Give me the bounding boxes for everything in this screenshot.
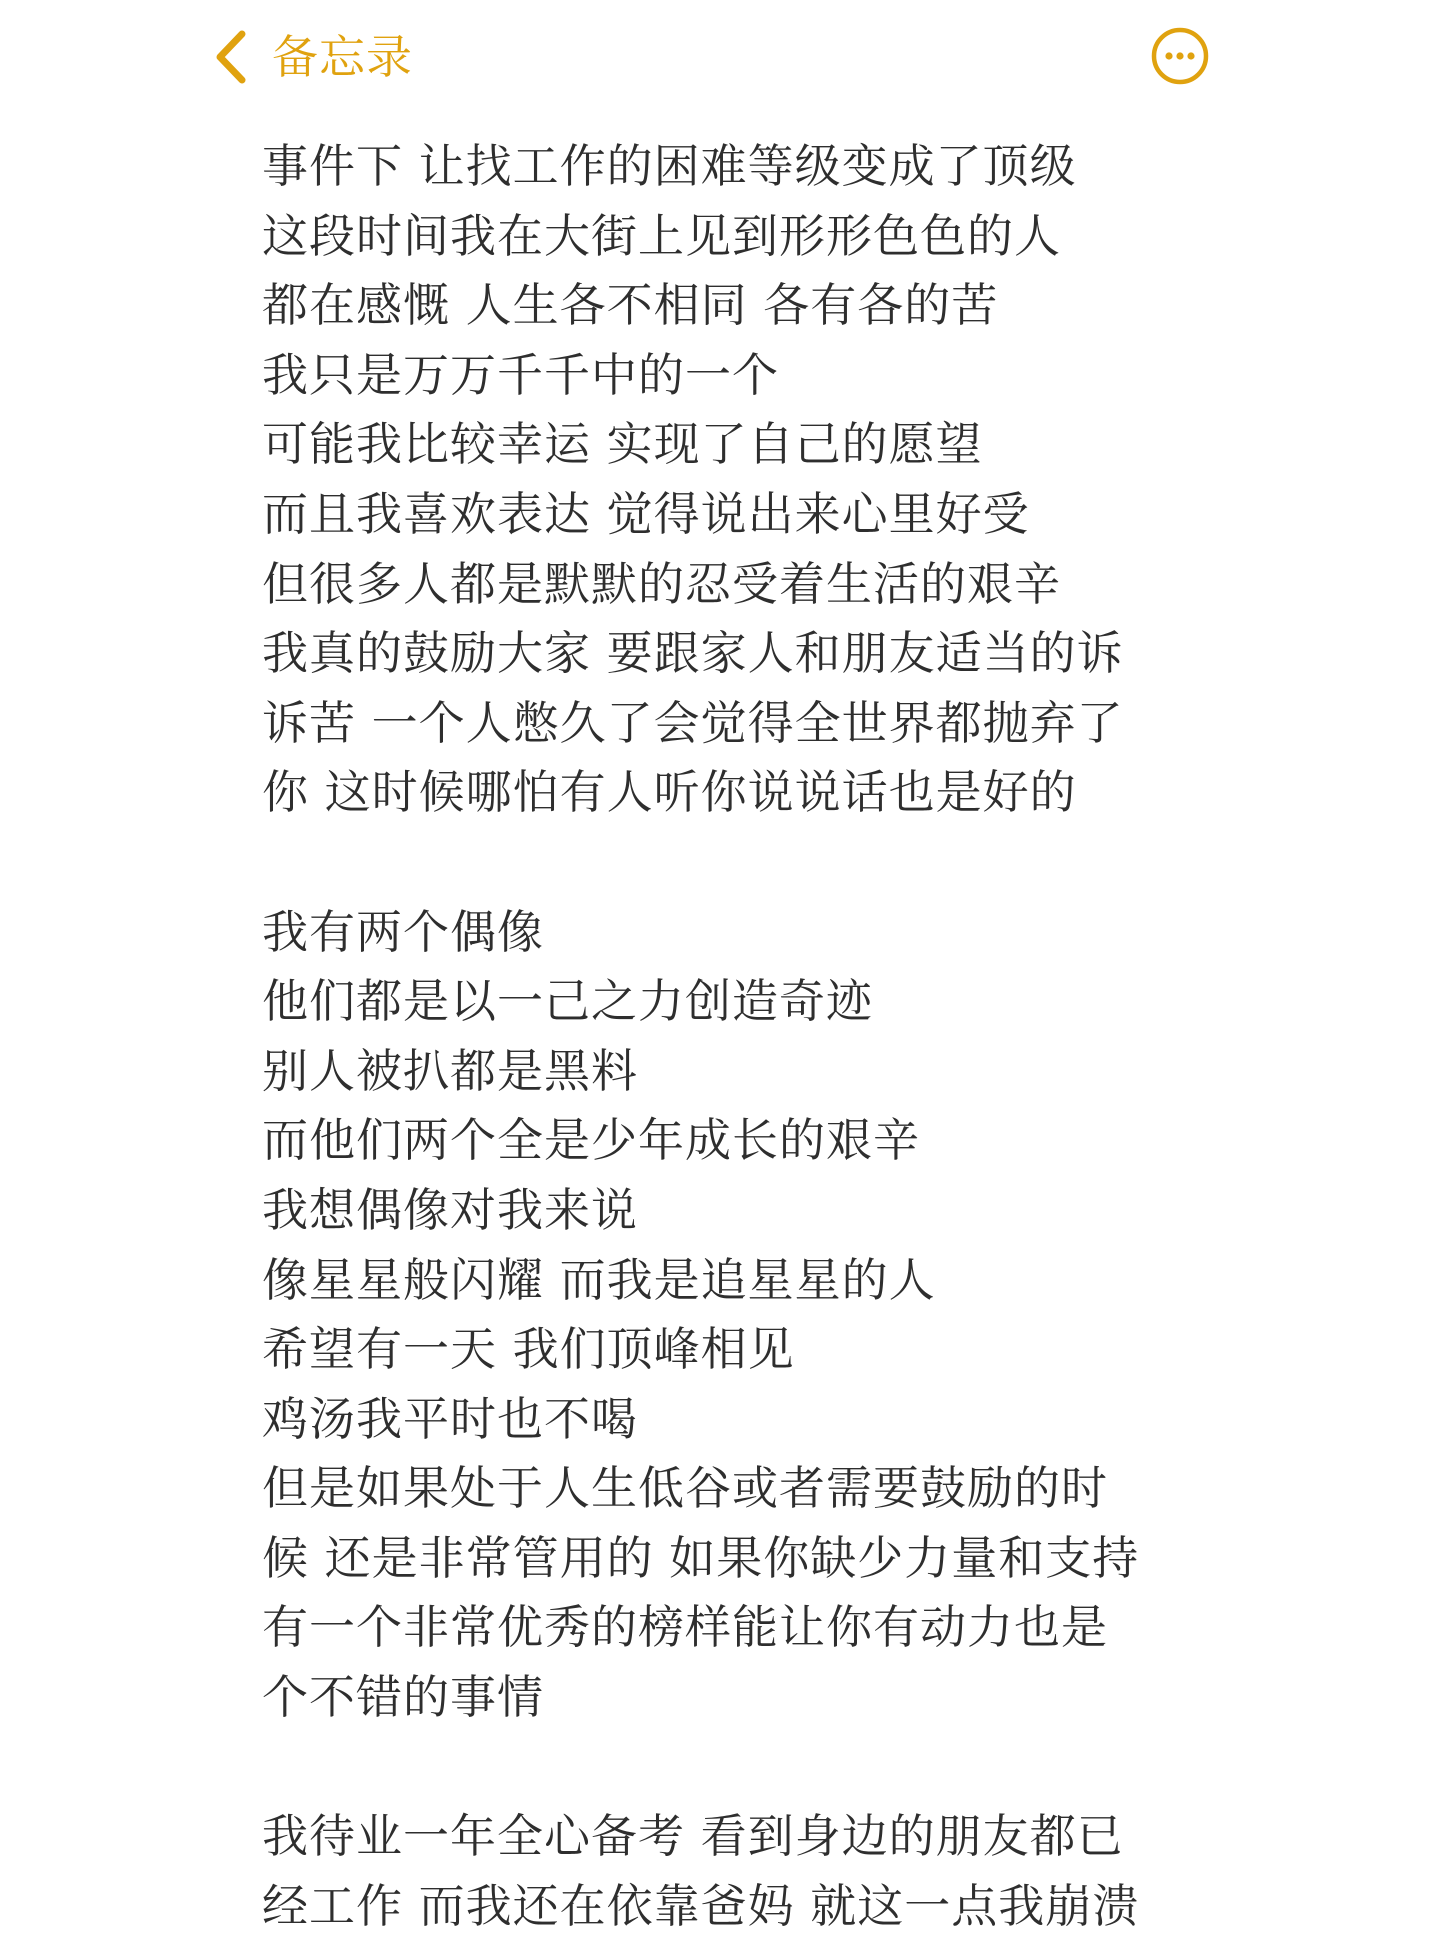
note-line: 我有两个偶像 (262, 904, 544, 959)
note-line: 我待业一年全心备考 看到身边的朋友都已 (262, 1809, 1124, 1864)
back-label: 备忘录 (272, 30, 413, 84)
note-body[interactable] (262, 132, 1262, 1941)
note-line: 有一个非常优秀的榜样能让你有动力也是 (262, 1600, 1108, 1655)
note-line: 事件下 让找工作的困难等级变成了顶级 (262, 139, 1077, 193)
note-line: 你 这时候哪怕有人听你说说话也是好的 (262, 765, 1077, 820)
note-line: 别人被扒都是黑料 (262, 1043, 638, 1098)
note-line: 候 还是非常管用的 如果你缺少力量和支持 (262, 1530, 1140, 1585)
ellipsis-circle-icon (1150, 26, 1210, 86)
note-line: 而且我喜欢表达 觉得说出来心里好受 (262, 486, 1030, 541)
blank-line (262, 1733, 1262, 1803)
back-button[interactable] (212, 22, 413, 92)
note-line: 鸡汤我平时也不喝 (262, 1391, 638, 1446)
note-line: 他们都是以一己之力创造奇迹 (262, 974, 873, 1029)
note-line: 诉苦 一个人憋久了会觉得全世界都抛弃了 (262, 695, 1124, 750)
note-line: 像星星般闪耀 而我是追星星的人 (262, 1252, 936, 1307)
chevron-left-icon (212, 28, 250, 86)
note-line: 我只是万万千千中的一个 (262, 347, 779, 402)
note-line: 经工作 而我还在依靠爸妈 就这一点我崩溃 (262, 1878, 1140, 1933)
note-line: 但很多人都是默默的忍受着生活的艰辛 (262, 556, 1061, 611)
navigation-bar (0, 0, 1440, 120)
note-line: 个不错的事情 (262, 1670, 544, 1725)
note-line: 我真的鼓励大家 要跟家人和朋友适当的诉 (262, 626, 1124, 681)
note-line: 但是如果处于人生低谷或者需要鼓励的时 (262, 1461, 1108, 1516)
note-line: 可能我比较幸运 实现了自己的愿望 (262, 417, 983, 472)
blank-line (262, 828, 1262, 898)
note-line: 这段时间我在大街上见到形形色色的人 (262, 208, 1061, 263)
note-line: 希望有一天 我们顶峰相见 (262, 1322, 795, 1377)
note-line: 我想偶像对我来说 (262, 1182, 638, 1237)
more-button[interactable] (1150, 26, 1210, 86)
note-line: 都在感慨 人生各不相同 各有各的苦 (262, 278, 999, 333)
note-line: 而他们两个全是少年成长的艰辛 (262, 1113, 920, 1168)
